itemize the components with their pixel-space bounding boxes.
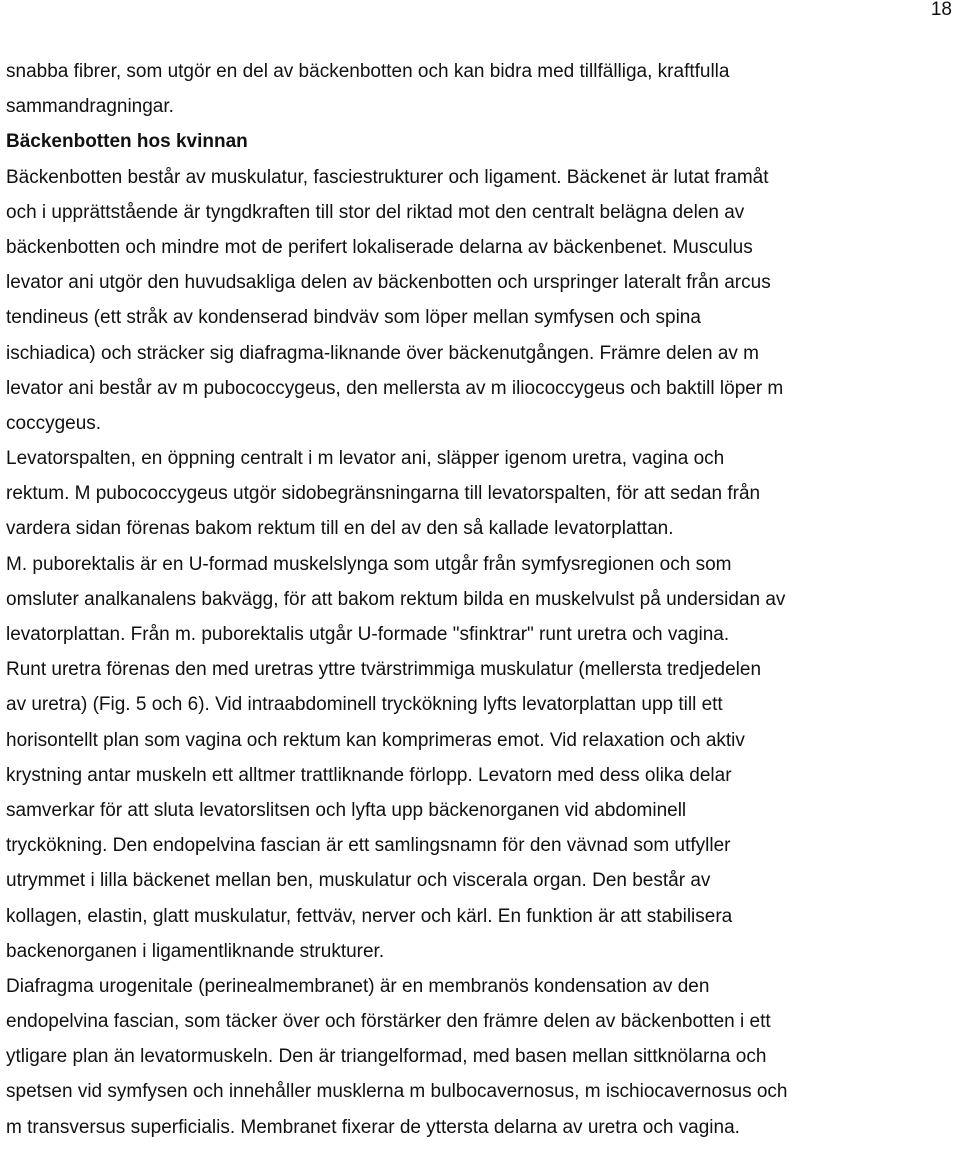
text-line: Levatorspalten, en öppning centralt i m levator ani, släpper igenom uretra, vagina och: [6, 448, 725, 470]
text-line: spetsen vid symfysen och innehåller musklerna m bulbocavernosus, m ischiocavernosus och: [6, 1081, 788, 1103]
text-line: tendineus (ett stråk av kondenserad bindväv som löper mellan symfysen och spina: [6, 307, 701, 329]
text-line: och i upprättstående är tyngdkraften till stor del riktad mot den centralt belägna delen av: [6, 201, 745, 223]
text-line: sammandragningar.: [6, 96, 174, 118]
text-line: levator ani utgör den huvudsakliga delen av bäckenbotten och urspringer lateralt från arcus: [6, 272, 771, 294]
text-line: levator ani består av m pubococcygeus, den mellersta av m iliococcygeus och baktill löper m: [6, 377, 784, 399]
text-line: backenorganen i ligamentliknande strukturer.: [6, 940, 385, 962]
text-line: kollagen, elastin, glatt muskulatur, fettväv, nerver och kärl. En funktion är att stabilisera: [6, 905, 733, 927]
text-line: Bäckenbotten består av muskulatur, fasciestrukturer och ligament. Bäckenet är lutat framåt: [6, 166, 769, 188]
section-heading: Bäckenbotten hos kvinnan: [6, 131, 248, 153]
document-body: [6, 54, 956, 1145]
text-line: M. puborektalis är en U-formad muskelslynga som utgår från symfysregionen och som: [6, 553, 732, 575]
text-line: endopelvina fascian, som täcker över och förstärker den främre delen av bäckenbotten i ett: [6, 1011, 771, 1033]
text-line: m transversus superficialis. Membranet fixerar de yttersta delarna av uretra och vagina.: [6, 1116, 740, 1138]
text-line: rektum. M pubococcygeus utgör sidobegränsningarna till levatorspalten, för att sedan från: [6, 483, 761, 505]
text-line: av uretra) (Fig. 5 och 6). Vid intraabdominell tryckökning lyfts levatorplattan upp till ett: [6, 694, 723, 716]
text-line: Runt uretra förenas den med uretras yttre tvärstrimmiga muskulatur (mellersta tredjedelen: [6, 659, 762, 681]
text-line: ischiadica) och sträcker sig diafragma-liknande över bäckenutgången. Främre delen av m: [6, 342, 759, 364]
text-line: levatorplattan. Från m. puborektalis utgår U-formade "sfinktrar" runt uretra och vagina.: [6, 624, 730, 645]
text-line: samverkar för att sluta levatorslitsen och lyfta upp bäckenorganen vid abdominell: [6, 799, 687, 821]
text-line: tryckökning. Den endopelvina fascian är ett samlingsnamn för den vävnad som utfyller: [6, 835, 731, 857]
text-line: utrymmet i lilla bäckenet mellan ben, muskulatur och viscerala organ. Den består av: [6, 870, 711, 892]
text-line: krystning antar muskeln ett alltmer trattliknande förlopp. Levatorn med dess olika delar: [6, 764, 732, 786]
text-line: omsluter analkanalens bakvägg, för att bakom rektum bilda en muskelvulst på undersidan av: [6, 588, 786, 610]
text-line: snabba fibrer, som utgör en del av bäckenbotten och kan bidra med tillfälliga, kraftfulla: [6, 61, 730, 82]
text-line: Diafragma urogenitale (perinealmembranet) är en membranös kondensation av den: [6, 975, 710, 997]
text-line: horisontellt plan som vagina och rektum kan komprimeras emot. Vid relaxation och aktiv: [6, 729, 745, 751]
text-line: ytligare plan än levatormuskeln. Den är triangelformad, med basen mellan sittknölarna och: [6, 1046, 767, 1068]
page-number: 18: [930, 0, 952, 20]
text-line: bäckenbotten och mindre mot de perifert lokaliserade delarna av bäckenbenet. Musculus: [6, 236, 753, 258]
text-line: coccygeus.: [6, 412, 102, 434]
text-line: vardera sidan förenas bakom rektum till en del av den så kallade levatorplattan.: [6, 518, 674, 540]
